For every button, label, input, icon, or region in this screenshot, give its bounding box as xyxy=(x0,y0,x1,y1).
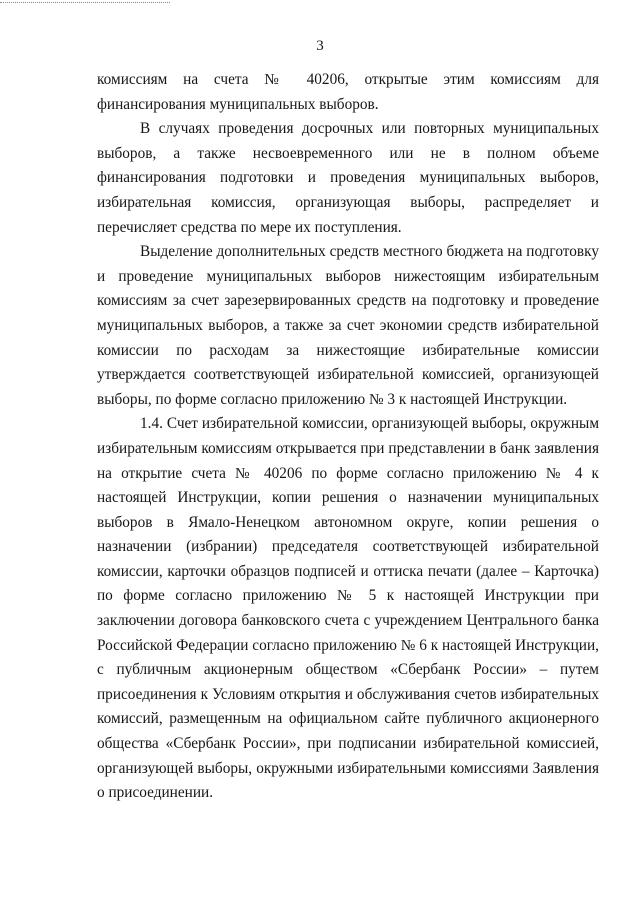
paragraph-continuation: комиссиям на счета № 40206, открытые этим комиссиям для финансирования муниципальных выборов. xyxy=(97,71,599,113)
page-number: 3 xyxy=(316,38,324,54)
scan-artifact-line xyxy=(0,2,170,3)
paragraph-additional-funds: Выделение дополнительных средств местного бюджета на подготовку и проведение муниципальных выборов нижестоящим избирательным комиссиям за счет зарезервированных средств на подготовку и проведение муниципальных выборов, а также за счет экономии средств избирательной комиссии по расходам за нижестоящие избирательные комиссии утверждается соответствующей избирательной комиссией, организующей выборы, по форме согласно приложению № 3 к настоящей Инструкции. xyxy=(97,243,599,408)
paragraph-early-elections: В случаях проведения досрочных или повторных муниципальных выборов, а также несвоевременного или не в полном объеме финансирования подготовки и проведения муниципальных выборов, избирательная комиссия, организующая выборы, распределяет и перечисляет средства по мере их поступления. xyxy=(97,120,599,236)
paragraph-section-1-4: 1.4. Счет избирательной комиссии, организующей выборы, окружным избирательным комиссиям открывается при представлении в банк заявления на открытие счета № 40206 по форме согласно приложению № 4 к настоящей Инструкции, копии решения о назначении муниципальных выборов в Ямало-Ненецком автономном округе, копии решения о назначении (избрании) председателя соответствующей избирательной комиссии, карточки образцов подписей и оттиска печати (далее – Карточка) по форме согласно приложению № 5 к настоящей Инструкции при заключении договора банковского счета с учреждением Центрального банка Российской Федерации согласно приложению № 6 к настоящей Инструкции, с публичным акционерным обществом «Сбербанк России» – путем присоединения к Условиям открытия и обслуживания счетов избирательных комиссий, размещенным на официальном сайте публичного акционерного общества «Сбербанк России», при подписании избирательной комиссией, организующей выборы, окружными избирательными комиссиями Заявления о присоединении. xyxy=(97,415,599,802)
document-body xyxy=(97,68,599,806)
